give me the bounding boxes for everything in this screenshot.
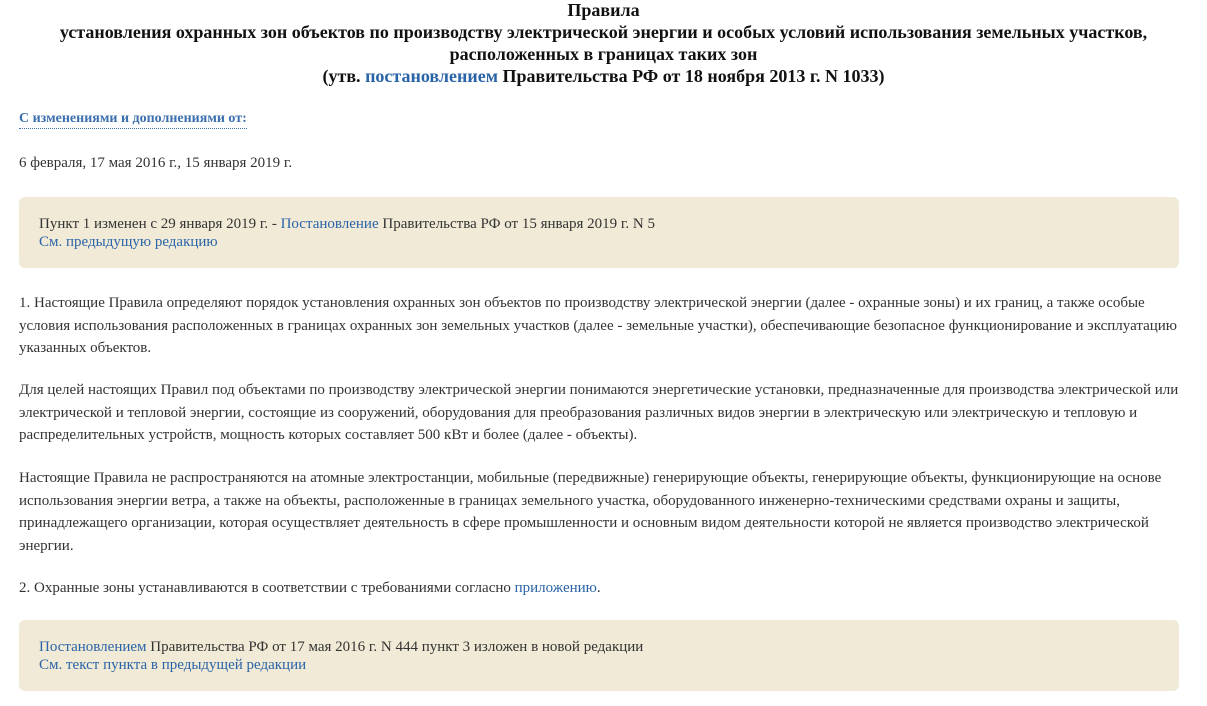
previous-edition-link-1[interactable]: См. предыдущую редакцию [39, 234, 218, 250]
changes-toggle[interactable]: С изменениями и дополнениями от: [19, 110, 247, 129]
amendment-note-1-text [39, 215, 1159, 233]
title-line-2: установления охранных зон объектов по производству электрической энергии и особых условий использования земельных участков, расположенных в границах таких зон [59, 22, 1148, 64]
title-approval-prefix: (утв. [322, 66, 366, 86]
changes-dates: 6 февраля, 17 мая 2016 г., 15 января 2019 г. [19, 155, 293, 171]
paragraph-2: Для целей настоящих Правил под объектами по производству электрической энергии понимаются энергетические установки, предназначенные для производства электрической или электрической и тепловой энергии, состоящие из сооружений, оборудования для преобразования различных видов энергии в электрическую или электрическую и тепловую и распределительных устройств, мощность которых составляет 500 кВт и более (далее - объекты). [19, 382, 1179, 443]
paragraph-4-suffix: . [596, 580, 601, 596]
paragraph-1: 1. Настоящие Правила определяют порядок установления охранных зон объектов по производству электрической энергии (далее - охранные зоны) и их границ, а также особые условия использования расположенных в границах охранных зон земельных участков (далее - земельные участки), обеспечивающие безопасное функционирование и эксплуатацию указанных объектов. [19, 295, 1178, 356]
title-line-1: Правила [567, 0, 640, 20]
previous-edition-link-2[interactable]: См. текст пункта в предыдущей редакции [39, 657, 307, 673]
amendment-note-2-text [39, 638, 1159, 656]
amendment-note-1 [19, 197, 1179, 268]
note-1-resolution-link[interactable]: Постановление [280, 216, 379, 232]
note-2-resolution-link[interactable]: Постановлением [39, 639, 147, 655]
paragraph-4-prefix: 2. Охранные зоны устанавливаются в соответствии с требованиями согласно [19, 580, 515, 596]
appendix-link[interactable]: приложению [514, 580, 597, 596]
amendment-note-2 [19, 620, 1179, 691]
paragraph-3: Настоящие Правила не распространяются на атомные электростанции, мобильные (передвижные) генерирующие объекты, генерирующие объекты, функционирующие на основе использования энергии ветра, а также на объекты, расположенные в границах земельного участка, оборудованного инженерно-техническими средствами охраны и защиты, принадлежащего организации, которая осуществляет деятельность в сфере промышленности и основным видом деятельности которой не является производство электрической энергии. [19, 470, 1162, 554]
paragraph-4 [19, 577, 1179, 600]
document-title [0, 0, 1207, 87]
title-line-3 [40, 65, 1167, 87]
title-approval-suffix: Правительства РФ от 18 ноября 2013 г. N 1033) [497, 66, 885, 86]
note-1-suffix: Правительства РФ от 15 января 2019 г. N 5 [378, 216, 655, 232]
resolution-link[interactable]: постановлением [365, 66, 498, 86]
note-1-prefix: Пункт 1 изменен с 29 января 2019 г. - [39, 216, 281, 232]
note-2-suffix: Правительства РФ от 17 мая 2016 г. N 444 пункт 3 изложен в новой редакции [146, 639, 644, 655]
